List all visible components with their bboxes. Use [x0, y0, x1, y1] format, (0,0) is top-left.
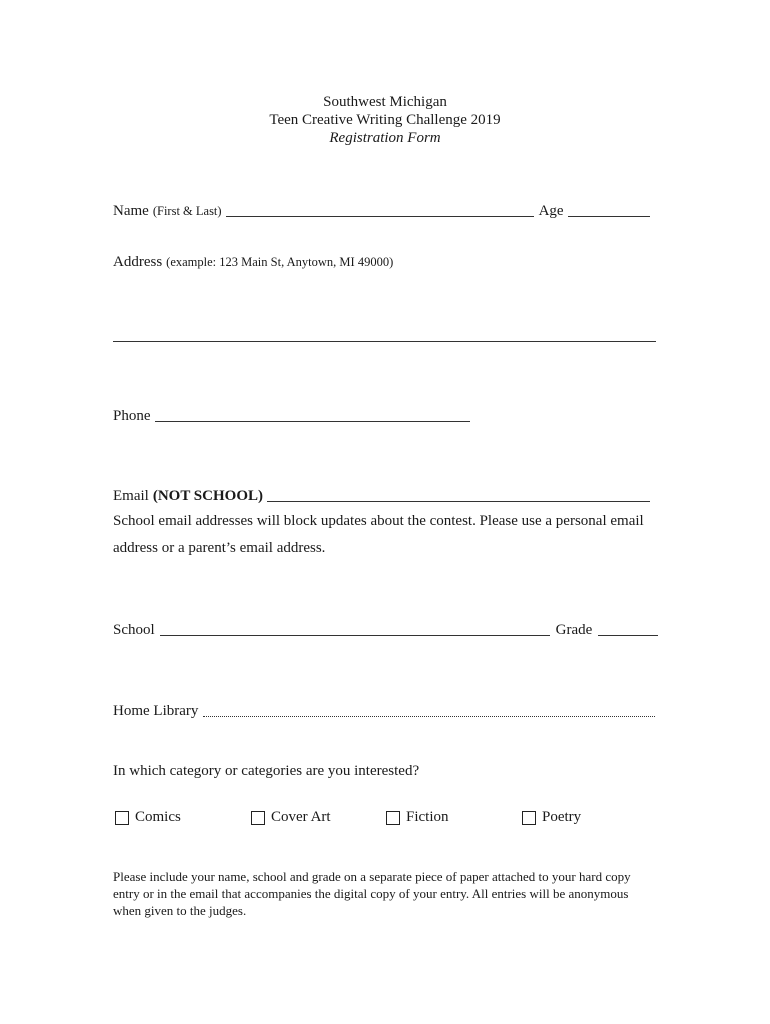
library-row [113, 700, 655, 720]
age-label: Age [538, 203, 564, 219]
header-region: Southwest Michigan [323, 94, 447, 110]
grade-field[interactable] [598, 621, 658, 636]
email-row [113, 485, 650, 505]
category-option-label: Poetry [542, 809, 582, 825]
address-field[interactable] [113, 341, 656, 342]
school-field[interactable] [160, 621, 550, 636]
library-field[interactable] [203, 702, 655, 717]
name-label: Name [113, 203, 149, 219]
address-hint: (example: 123 Main St, Anytown, MI 49000) [166, 255, 394, 269]
header-subtitle: Registration Form [329, 130, 441, 146]
checkbox-icon[interactable] [251, 811, 265, 825]
footer-note: Please include your name, school and grade on a separate piece of paper attached to your hard copy entry or in the email that accompanies the digital copy of your entry. All entries will be anonymous when given to the judges. [113, 869, 631, 918]
phone-row [113, 405, 470, 425]
email-field[interactable] [267, 487, 650, 502]
school-grade-row [113, 619, 658, 639]
checkbox-icon[interactable] [115, 811, 129, 825]
form-header [0, 93, 770, 147]
category-option-label: Fiction [406, 809, 449, 825]
category-option-fiction[interactable] [386, 809, 449, 826]
age-field[interactable] [568, 202, 650, 217]
address-label: Address [113, 254, 163, 270]
school-label: School [113, 622, 155, 638]
grade-label: Grade [555, 622, 593, 638]
phone-label: Phone [113, 408, 151, 424]
category-option-comics[interactable] [115, 809, 181, 826]
category-option-label: Comics [135, 809, 181, 825]
name-age-row [113, 200, 650, 220]
name-field[interactable] [226, 202, 534, 217]
checkbox-icon[interactable] [522, 811, 536, 825]
category-options [113, 809, 663, 833]
email-note: School email addresses will block updates about the contest. Please use a personal email address or a parent’s email address. [113, 513, 644, 556]
address-row [113, 254, 393, 271]
email-hint: (NOT SCHOOL) [152, 488, 263, 504]
category-question-row [113, 763, 419, 780]
library-label: Home Library [113, 703, 199, 719]
name-hint: (First & Last) [152, 204, 222, 218]
header-title: Teen Creative Writing Challenge 2019 [269, 112, 501, 128]
email-label: Email [113, 488, 149, 504]
category-question: In which category or categories are you interested? [113, 763, 420, 779]
checkbox-icon[interactable] [386, 811, 400, 825]
category-option-label: Cover Art [271, 809, 331, 825]
category-option-poetry[interactable] [522, 809, 581, 826]
phone-field[interactable] [155, 407, 470, 422]
category-option-cover-art[interactable] [251, 809, 331, 826]
